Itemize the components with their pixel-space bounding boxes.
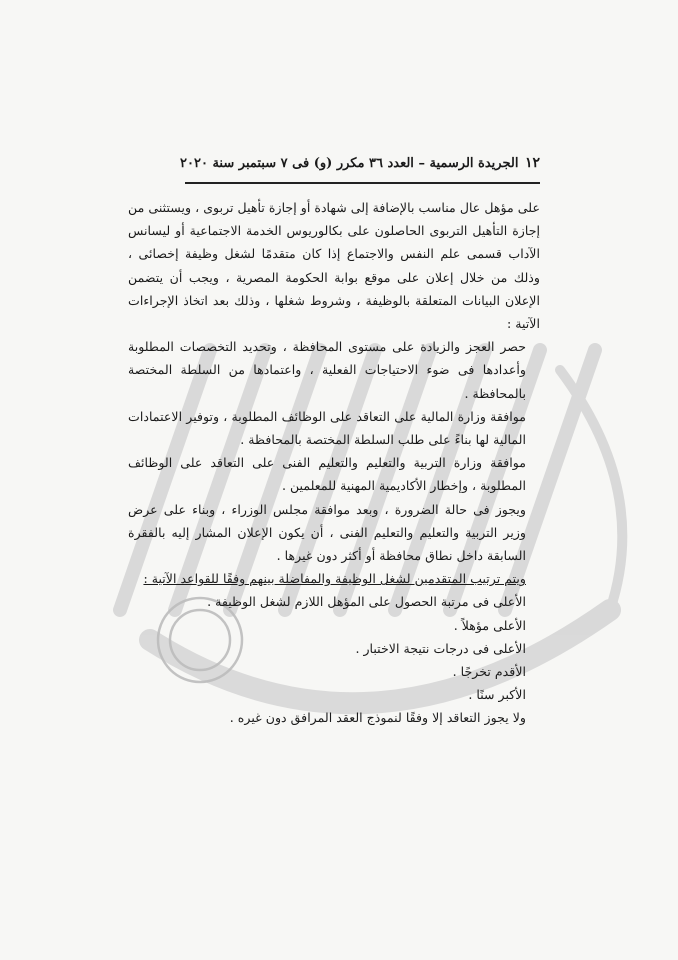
- ranking-rule: الأعلى فى مرتبة الحصول على المؤهل اللازم لشغل الوظيفة .: [207, 594, 526, 610]
- paragraph-intro: على مؤهل عال مناسب بالإضافة إلى شهادة أو إجازة تأهيل تربوى ، ويستثنى من إجازة التأهيل التربوى الحاصلون على بكالوريوس الخدمة الاجتماعية أو ليسانس الآداب قسمى علم النفس والاجتماع إذا كان متقدمًا لشغل وظيفة إخصائى ، وذلك من خلال إعلان على موقع بوابة الحكومة المصرية ، ويجب أن يتضمن الإعلان البيانات المتعلقة بالوظيفة ، وشروط شغلها ، وذلك بعد اتخاذ الإجراءات الآتية :: [128, 200, 540, 332]
- page-number: ١٢: [524, 155, 540, 171]
- ranking-rule: الأكبر سنًا .: [468, 687, 526, 703]
- ranking-rule: الأعلى فى درجات نتيجة الاختبار .: [355, 640, 526, 656]
- paragraph-exception: ويجوز فى حالة الضرورة ، وبعد موافقة مجلس الوزراء ، وبناء على عرض وزير التربية والتعليم والتعليم الفنى ، أن يكون الإعلان المشار إليه بالفقرة السابقة داخل نطاق محافظة أو أكثر دون غيرها .: [128, 501, 526, 564]
- ranking-rule: الأعلى مؤهلاً .: [453, 617, 526, 633]
- header-rule: [185, 182, 540, 184]
- document-body: [128, 196, 540, 730]
- paragraph-procedure-1: حصر العجز والزيادة على مستوى المحافظة ، وتحديد التخصصات المطلوبة وأعدادها فى ضوء الاحتياجات الفعلية ، واعتمادها من السلطة المختصة بالمحافظة .: [128, 339, 526, 401]
- ranking-intro-text: ويتم ترتيب المتقدمين لشغل الوظيفة والمفاضلة بينهم وفقًا للقواعد الآتية :: [143, 571, 526, 587]
- paragraph-procedure-2: موافقة وزارة المالية على التعاقد على الوظائف المطلوبة ، وتوفير الاعتمادات المالية لها بناءً على طلب السلطة المختصة بالمحافظة .: [128, 408, 526, 448]
- ranking-rule: الأقدم تخرجًا .: [452, 664, 526, 680]
- closing-statement: ولا يجوز التعاقد إلا وفقًا لنموذج العقد المرافق دون غيره .: [229, 710, 526, 726]
- ranking-intro: [128, 567, 540, 590]
- gazette-title: الجريدة الرسمية – العدد ٣٦ مكرر (و) فى ٧ سبتمبر سنة ٢٠٢٠: [180, 155, 519, 171]
- paragraph-procedure-3: موافقة وزارة التربية والتعليم والتعليم الفنى على التعاقد على الوظائف المطلوبة ، وإخطار الأكاديمية المهنية للمعلمين .: [128, 455, 526, 494]
- page-header: [180, 152, 540, 174]
